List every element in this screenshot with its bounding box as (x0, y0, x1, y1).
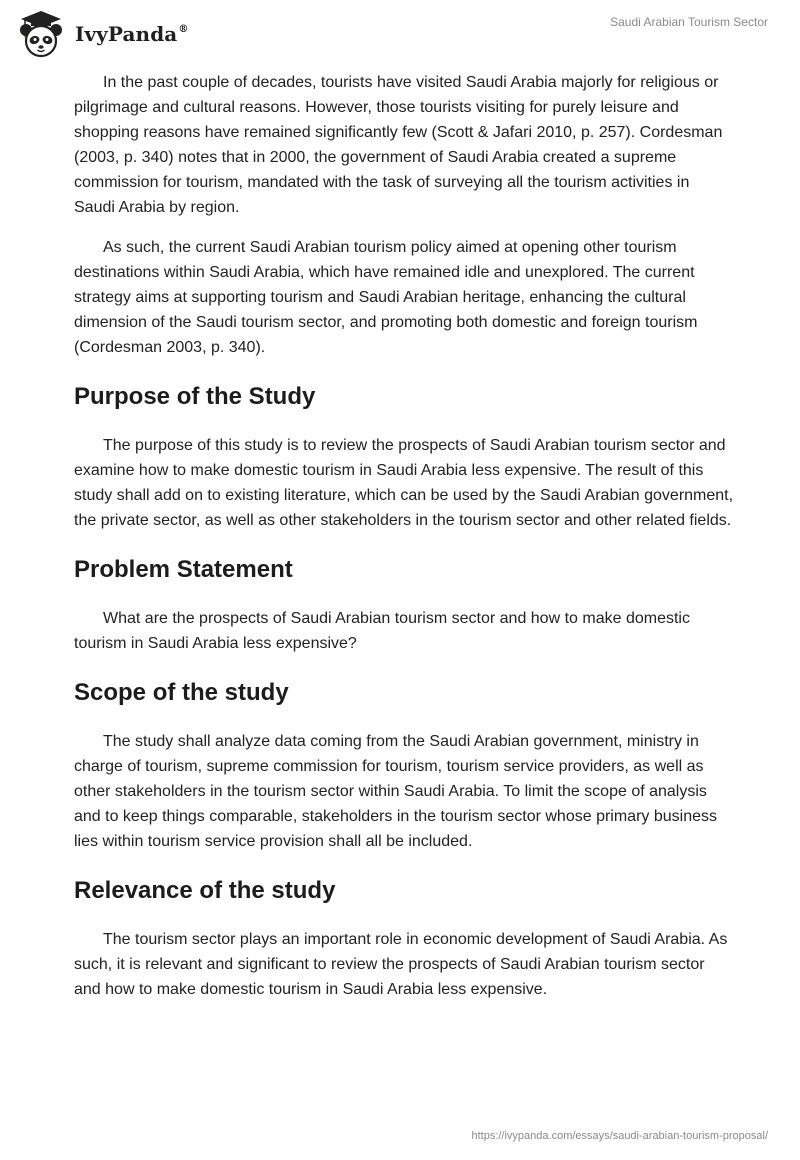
section-heading-problem: Problem Statement (74, 556, 293, 583)
section-text-problem: What are the prospects of Saudi Arabian tourism sector and how to make domestic tourism in Saudi Arabia less expensive? (74, 610, 690, 652)
section-text-scope: The study shall analyze data coming from the Saudi Arabian government, ministry in charge of tourism, supreme commission for tourism, tourism service providers, as well as other stakeholders in the tourism sector within Saudi Arabia. To limit the scope of analysis and to keep things comparable, stakeholders in the tourism sector whose primary business lies within tourism service provision shall all be included. (74, 733, 717, 850)
section-heading-purpose: Purpose of the Study (74, 383, 316, 410)
brand-name: IvyPanda® (75, 22, 189, 46)
article-body (74, 70, 734, 1017)
intro-paragraph-2: As such, the current Saudi Arabian tourism policy aimed at opening other tourism destinations within Saudi Arabia, which have remained idle and unexplored. The current strategy aims at supporting tourism and Saudi Arabian heritage, enhancing the cultural dimension of the Saudi tourism sector, and promoting both domestic and foreign tourism (Cordesman 2003, p. 340). (74, 239, 698, 356)
page-header (0, 0, 800, 68)
section-text-relevance: The tourism sector plays an important role in economic development of Saudi Arabia. As such, it is relevant and significant to review the prospects of Saudi Arabian tourism sector and how to make domestic tourism in Saudi Arabia less expensive. (74, 931, 728, 998)
section-heading-relevance: Relevance of the study (74, 877, 336, 904)
panda-graduate-icon (15, 8, 67, 60)
source-url[interactable]: https://ivypanda.com/essays/saudi-arabian-tourism-proposal/ (471, 1130, 768, 1142)
brand-logo[interactable] (15, 8, 188, 60)
document-title: Saudi Arabian Tourism Sector (610, 15, 768, 29)
intro-paragraph-1: In the past couple of decades, tourists have visited Saudi Arabia majorly for religious or pilgrimage and cultural reasons. However, those tourists visiting for purely leisure and shopping reasons have remained significantly few (Scott & Jafari 2010, p. 257). Cordesman (2003, p. 340) notes that in 2000, the government of Saudi Arabia created a supreme commission for tourism, mandated with the task of surveying all the tourism activities in Saudi Arabia by region. (74, 74, 723, 216)
registered-mark: ® (178, 24, 189, 35)
section-text-purpose: The purpose of this study is to review the prospects of Saudi Arabian tourism sector and examine how to make domestic tourism in Saudi Arabia less expensive. The result of this study shall add on to existing literature, which can be used by the Saudi Arabian government, the private sector, as well as other stakeholders in the tourism sector and other related fields. (74, 437, 734, 529)
section-heading-scope: Scope of the study (74, 679, 289, 706)
